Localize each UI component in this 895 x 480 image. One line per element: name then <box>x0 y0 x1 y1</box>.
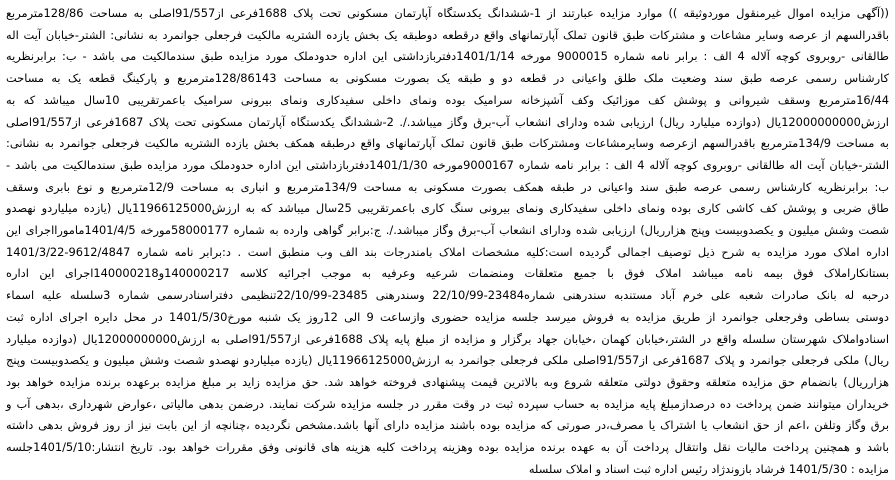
notice-line: طاق ضربی و پوشش کف کاشی کاری بوده ونمای داخلی سفیدکاری ونمای بیرونی سنگ کاری باعمرتقریبی 25سال میباشد که به ارزش11966125000یال (یازده میلیاردو نهصدو <box>6 201 889 216</box>
notice-line: باشد و همچنین پرداخت مالیات نقل وانتقال پرداخت آن به عهده برنده مزایده بوده وهزینه پرداخت کلیه هزینه های قانونی وفق مقررات خواهد بود. تاریخ انتشار:1401/5/10جلسه <box>6 440 889 455</box>
notice-line: طالقانی -روبروی کوچه آلاله 4 الف : برابر نامه شماره 9000015 مورخه 1401/1/14دفتربازداشتی این اداره حدودملک مورد مزایده طبق سندمالکیت می باشد - ب: برابرنظریه <box>6 49 889 64</box>
notice-line: اسنادواملاک شهرستان سلسله واقع در الشتر،خیابان کهمان ،خیابان جهاد برگزار و مزایده از مبلغ پایه پلاک 1688فرعی از91/557اصلی به ارزش12000000000یال (دوازده میلیارد <box>6 331 889 346</box>
notice-line: الشتر-خیابان آیت اله طالقانی -روبروی کوچه آلاله 4 الف : برابر نامه شماره 9000167مورخه 1401/1/30دفتربازداشتی این اداره حدودملک مورد مزایده طبق سندمالکیت می باشد - <box>6 157 889 172</box>
notice-line: دوستی بساطی وفرجعلی جوانمرد از طریق مزایده به فروش میرسد جلسه مزایده حضوری وازساعت 9 الی 12روز یک شنبه مورخ1401/5/30 در محل دایره اجرای اداره ثبت <box>6 309 889 324</box>
notice-line: ارزش12000000000یال (دوازده میلیارد ریال) ارزیابی شده ودارای انشعاب آب-برق وگاز میباشد./. 2-ششدانگ یکدستگاه آپارتمان مسکونی تحت پلاک 1687فرعی از91/557اصلی <box>6 114 889 129</box>
notice-line: اداره املاک مورد مزایده به شرح ذیل توصیف اجمالی گردیده است:کلیه مشخصات املاک بامندرجات بند الف وب منطبق است . د:برابر نامه شماره 9612/4847-1401/3/22 <box>6 244 889 259</box>
notice-line: 16/44مترمربع وسقف شیروانی و پوشش کف موزائیک وکف آشپزخانه سرامیک بوده ونمای داخلی سفیدکاری ونمای بیرونی سرامیک باعمرتقریبی 10سال میباشد که به <box>6 92 890 107</box>
notice-line: باقدرالسهم از عرصه وسایر مشاعات و مشترکات طبق قانون تملک آپارتمانهای واقع درقطعه دوطبقه یک بخش یازده الشتریه مالکیت فرجعلی جوانمرد به نشانی: الشتر-خیابان آیت اله <box>6 27 889 42</box>
notice-line: مزایده : 1401/5/30 فرشاد بازوندژاد رئیس اداره ثبت اسناد و املاک سلسله <box>528 461 889 476</box>
notice-line: ریال) ملکی فرجعلی جوانمرد و پلاک 1687فرعی از91/557اصلی ملکی فرجعلی جوانمرد به ارزش11966125000یال (یازده میلیاردو نهصدو شصت وشش میلیون و یکصدوبیست وپنج <box>6 353 889 368</box>
notice-line: برق وگاز وتلفن ،اعم از حق انشعاب یا اشتراک یا مصرف،در صورتی که مزایده بوده باشند مزایده دارای آنها باشد.مشخص نگردیده ،چنانچه از این بابت نیز از روز فروش بدهی داشته <box>6 418 889 433</box>
notice-line: درحبه له بانک صادرات شعبه علی خرم آباد مستندبه سندرهنی شماره23484-22/10/99 وسندرهنی 23485-22/10/99تنظیمی دفتراسنادرسمی شماره 3سلسله علیه اسماء <box>6 288 889 303</box>
notice-line: بستانکاراملاک فوق بیمه نامه میباشد املاک فوق با جمیع متعلقات ومنضمات شرعیه وعرفیه به موجب اجرائیه کلاسه 140000217و140000218اجرای این اداره <box>6 266 889 281</box>
notice-line: ب: برابرنظریه کارشناس رسمی عرصه طبق سند واعیانی در طبقه همکف بصورت مسکونی به مساحت 134/9مترمربع و انباری به مساحت 12/9مترمربع و نوع بابری وسقف <box>6 179 889 194</box>
notice-line: کارشناس رسمی عرصه طبق سند وضعیت ملک طلق واعیانی در قطعه دو و طبقه یک بصورت مسکونی به مساحت 128/86143مترمربع و پارکینگ قطعه یک به مساحت <box>6 71 890 86</box>
notice-line: ((آگهی مزایده اموال غیرمنقول موردوثیقه )) موارد مزایده عبارتند از 1-ششدانگ یکدستگاه آپارتمان مسکونی تحت پلاک 1688فرعی از91/557اصلی به مساحت 128/86مترمربع <box>6 6 889 20</box>
notice-line: خریداران میتوانند ضمن پرداخت ده درصدازمبلغ پایه مزایده به حساب سپرده ثبت در وقت مقرر در جلسه مزایده شرکت نمایند. درضمن بدهی مالیاتی ،عوارض شهرداری ،بدهی آب و <box>6 396 889 411</box>
notice-line: شصت وشش میلیون و یکصدوبیست وپنج هزارریال) ارزیابی شده ودارای انشعاب آب-برق وگاز میباشد./. ج:برابر گواهی وارده به شماره 58000177مورخه 1401/4/5مامورااجرای این <box>6 223 889 238</box>
notice-line: هزارریال) بانضمام حق مزایده متعلقه وحقوق دولتی متعلقه شروع وبه بالاترین قیمت پیشنهادی فروخته خواهد شد. حق مزایده زاید بر مبلغ مزایده برعهده برنده مزایده خواهد بود <box>6 374 889 389</box>
notice-line: به مساحت 134/9مترمربع باقدرالسهم ازعرصه وسایرمشاعات ومشترکات طبق قانون تملک آپارتمانهای واقع درطبقه همکف بخش یازده الشتریه مالکیت فرجعلی جوانمرد به نشانی: <box>6 136 889 151</box>
